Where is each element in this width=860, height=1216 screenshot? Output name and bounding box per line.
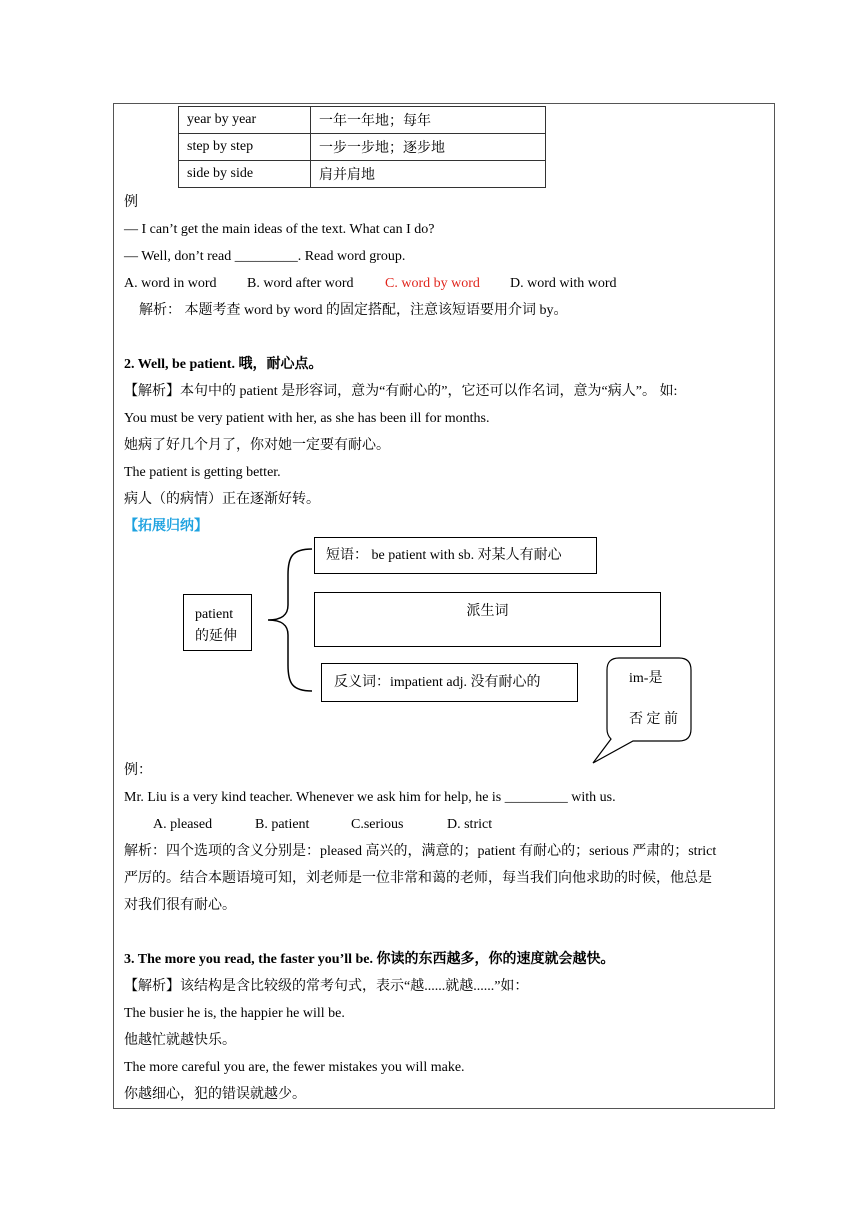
explanation-text: 【解析】该结构是含比较级的常考句式，表示“越......就越......”如： bbox=[124, 979, 529, 994]
section-heading: 3. The more you read, the faster you’ll be. 你读的东西越多，你的速度就会越快。 bbox=[124, 952, 615, 967]
table-row bbox=[179, 107, 546, 134]
table-cell-en: step by step bbox=[179, 134, 311, 161]
example-sentence-zh: 他越忙就越快乐。 bbox=[124, 1033, 236, 1048]
bubble-text: 否 定 前 bbox=[629, 712, 678, 727]
example-sentence-zh: 她病了好几个月了，你对她一定要有耐心。 bbox=[124, 438, 390, 453]
table-row bbox=[179, 134, 546, 161]
antonym-text: 反义词：impatient adj. 没有耐心的 bbox=[334, 675, 541, 690]
analysis-text: 解析： 本题考查 word by word 的固定搭配，注意该短语要用介词 by。 bbox=[139, 303, 568, 318]
section-heading: 2. Well, be patient. 哦，耐心点。 bbox=[124, 357, 323, 372]
antonym-box bbox=[321, 663, 578, 702]
table-cell-zh: 一步一步地；逐步地 bbox=[311, 134, 546, 161]
example-sentence-zh: 你越细心，犯的错误就越少。 bbox=[124, 1087, 306, 1102]
analysis-text: 解析：四个选项的含义分别是：pleased 高兴的，满意的；patient 有耐心的；serious 严肃的；strict bbox=[124, 844, 717, 859]
phrase-table bbox=[178, 106, 546, 188]
center-label: 的延伸 bbox=[195, 629, 237, 644]
explanation-text: 【解析】本句中的 patient 是形容词，意为“有耐心的”，它还可以作名词，意为“病人”。 如: bbox=[124, 384, 678, 399]
table-cell-en: side by side bbox=[179, 161, 311, 188]
bubble-text: im-是 bbox=[629, 671, 663, 686]
table-cell-en: year by year bbox=[179, 107, 311, 134]
example-label: 例： bbox=[124, 763, 152, 778]
example-sentence-en: The more careful you are, the fewer mistakes you will make. bbox=[124, 1060, 465, 1075]
dialogue-line-2: — Well, don’t read _________. Read word group. bbox=[124, 249, 406, 264]
option-c: C.serious bbox=[351, 817, 404, 832]
option-a: A. pleased bbox=[153, 817, 213, 832]
option-b: B. patient bbox=[255, 817, 310, 832]
option-b: B. word after word bbox=[247, 276, 354, 291]
expand-label: 【拓展归纳】 bbox=[124, 519, 208, 534]
derivative-box bbox=[314, 592, 661, 647]
option-d: D. word with word bbox=[510, 276, 617, 291]
analysis-text: 严厉的。结合本题语境可知，刘老师是一位非常和蔼的老师，每当我们向他求助的时候，他总是 bbox=[124, 871, 712, 886]
center-label: patient bbox=[195, 607, 234, 622]
option-a: A. word in word bbox=[124, 276, 217, 291]
table-cell-zh: 一年一年地；每年 bbox=[311, 107, 546, 134]
derivative-text: 派生词 bbox=[466, 604, 509, 619]
analysis-text: 对我们很有耐心。 bbox=[124, 898, 236, 913]
example-sentence-en: The patient is getting better. bbox=[124, 465, 281, 480]
example-sentence-en: The busier he is, the happier he will be. bbox=[124, 1006, 345, 1021]
phrase-box bbox=[314, 537, 597, 574]
question-text: Mr. Liu is a very kind teacher. Whenever we ask him for help, he is _________ with us. bbox=[124, 790, 616, 805]
example-sentence-en: You must be very patient with her, as she has been ill for months. bbox=[124, 411, 490, 426]
center-box bbox=[183, 594, 252, 651]
example-label: 例 bbox=[124, 195, 138, 210]
dialogue-line-1: — I can’t get the main ideas of the text. What can I do? bbox=[124, 222, 435, 237]
brace-icon bbox=[262, 545, 322, 695]
option-c-answer: C. word by word bbox=[385, 276, 480, 291]
phrase-text: 短语： be patient with sb. 对某人有耐心 bbox=[326, 548, 562, 563]
table-row bbox=[179, 161, 546, 188]
option-d: D. strict bbox=[447, 817, 493, 832]
example-sentence-zh: 病人（的病情）正在逐渐好转。 bbox=[124, 492, 320, 507]
table-cell-zh: 肩并肩地 bbox=[311, 161, 546, 188]
